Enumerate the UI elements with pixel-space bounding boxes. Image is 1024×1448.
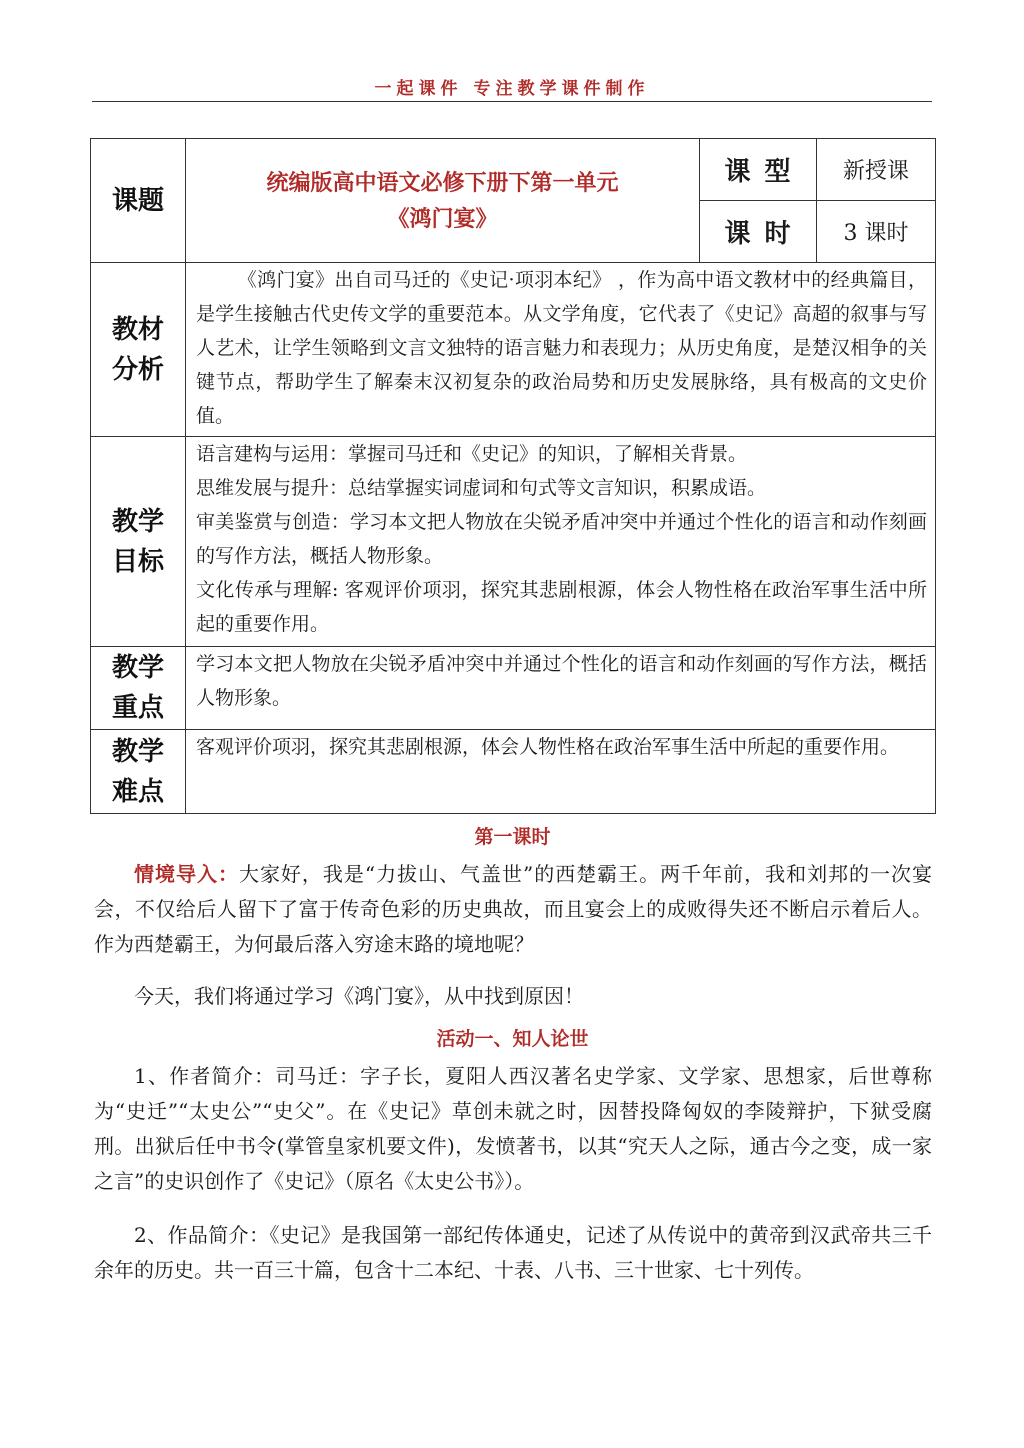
lesson-plan-table — [90, 138, 936, 814]
lesson-title-cell — [186, 139, 700, 263]
author-intro-paragraph: 1、作者简介：司马迁：字子长，夏阳人西汉著名史学家、文学家、思想家，后世尊称为“史迁”“太史公”“史父”。在《史记》草创未就之时，因替投降匈奴的李陵辩护，下狱受腐刑。出狱后任中书令(掌管皇家机要文件)，发愤著书，以其“究天人之际，通古今之变，成一家之言”的史识创作了《史记》（原名《太史公书》）。 — [94, 1064, 932, 1193]
goals-label-line1: 教学 — [111, 506, 164, 537]
goal-item: 思维发展与提升：总结掌握实词虚词和句式等文言知识，积累成语。 — [196, 477, 767, 499]
goal-item: 语言建构与运用：掌握司马迁和《史记》的知识，了解相关背景。 — [196, 443, 748, 465]
lesson-type-value: 新授课 — [817, 139, 936, 201]
lesson-type-label: 课型 — [700, 139, 817, 201]
lesson-title-line2: 《鸿门宴》 — [387, 205, 498, 232]
diff-label-line1: 教学 — [111, 736, 164, 767]
key-points-text: 学习本文把人物放在尖锐矛盾冲突中并通过个性化的语言和动作刻画的写作方法，概括人物形象。 — [186, 647, 936, 730]
intro-lead: 情境导入： — [134, 862, 239, 886]
work-intro-paragraph: 2、作品简介：《史记》是我国第一部纪传体通史，记述了从传说中的黄帝到汉武帝共三千余年的历史。共一百三十篇，包含十二本纪、十表、八书、三十世家、七十列传。 — [94, 1223, 932, 1282]
goals-label — [91, 437, 186, 647]
topic-label: 课题 — [91, 139, 186, 263]
analysis-label-line1: 教材 — [111, 314, 164, 345]
lesson-title-line1: 统编版高中语文必修下册下第一单元 — [266, 169, 619, 196]
lesson-hours-value: 3 课时 — [817, 201, 936, 263]
goal-item: 审美鉴赏与创造：学习本文把人物放在尖锐矛盾冲突中并通过个性化的语言和动作刻画的写作方法，概括人物形象。 — [196, 511, 927, 567]
page-header: 一起课件 专注教学课件制作 — [374, 79, 650, 99]
difficulty-text: 客观评价项羽，探究其悲剧根源，体会人物性格在政治军事生活中所起的重要作用。 — [186, 730, 936, 814]
lesson-hours-label: 课时 — [700, 201, 817, 263]
today-paragraph: 今天，我们将通过学习《鸿门宴》，从中找到原因！ — [134, 984, 584, 1008]
intro-text: 大家好，我是“力拔山、气盖世”的西楚霸王。两千年前，我和刘邦的一次宴会，不仅给后人留下了富于传奇色彩的历史典故，而且宴会上的成败得失还不断启示着后人。作为西楚霸王，为何最后落入穷途末路的境地呢？ — [94, 862, 933, 956]
analysis-label — [91, 263, 186, 437]
analysis-text: 《鸿门宴》出自司马迁的《史记·项羽本纪》 ，作为高中语文教材中的经典篇目，是学生接触古代史传文学的重要范本。从文学角度，它代表了《史记》高超的叙事与写人艺术，让学生领略到文言文独特的语言魅力和表现力；从历史角度，是楚汉相争的关键节点，帮助学生了解秦末汉初复杂的政治局势和历史发展脉络，具有极高的文史价值。 — [186, 263, 936, 437]
analysis-label-line2: 分析 — [111, 354, 164, 385]
activity-one-title: 活动一、知人论世 — [436, 1028, 589, 1050]
goal-item: 文化传承与理解: 客观评价项羽，探究其悲剧根源，体会人物性格在政治军事生活中所起的重要作用。 — [196, 579, 927, 635]
key-label-line1: 教学 — [111, 653, 164, 683]
header-divider — [92, 101, 932, 102]
difficulty-label — [91, 730, 186, 814]
key-points-label — [91, 647, 186, 730]
intro-paragraph — [94, 857, 932, 962]
goals-label-line2: 目标 — [111, 546, 164, 577]
key-label-line2: 重点 — [111, 693, 164, 723]
goals-cell — [186, 437, 936, 647]
section-title-first-lesson: 第一课时 — [474, 826, 551, 848]
diff-label-line2: 难点 — [111, 776, 164, 807]
